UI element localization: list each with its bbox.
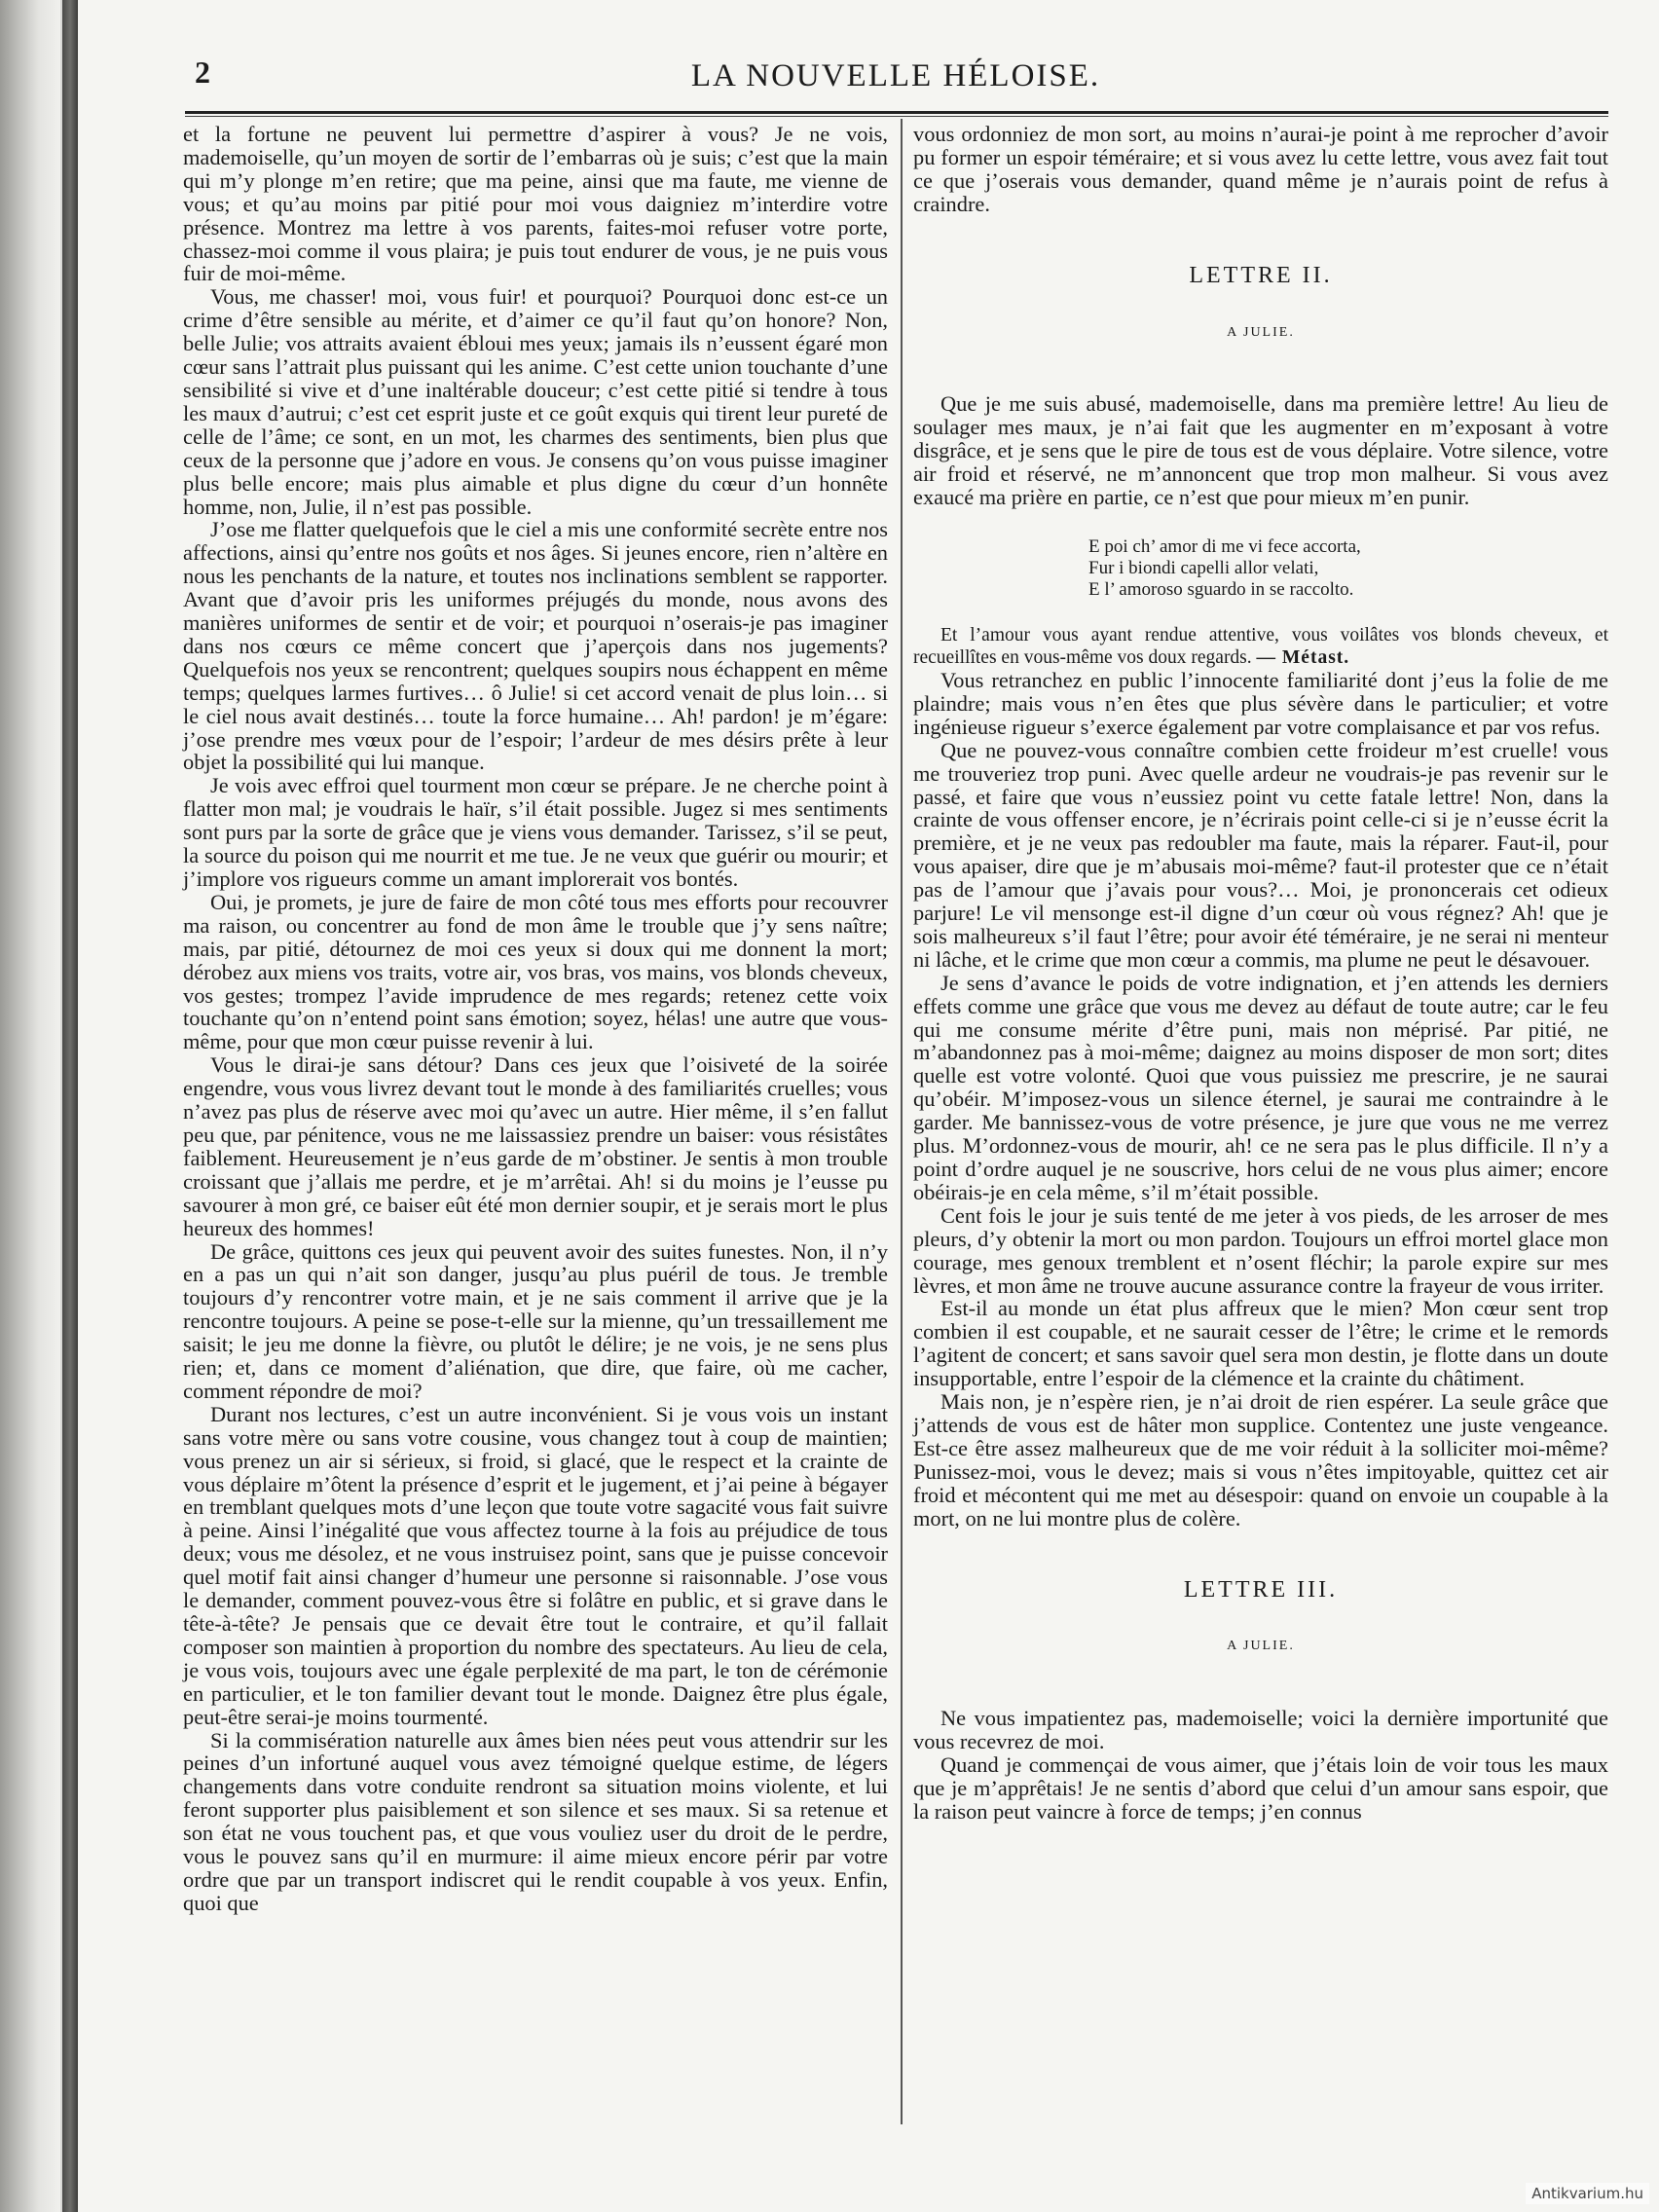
header-rule <box>185 111 1608 117</box>
paragraph: Que ne pouvez-vous connaître combien cette froideur m’est cruelle! vous me trouveriez trop puni. Avec quelle ardeur ne voudrais-je pas revenir sur le passé, et faire que vous n’eussiez point vu cette fatale lettre! Non, dans la crainte de vous offenser encore, je n’écrirais point celle-ci si je n’eusse écrit la première, et je ne veux pas redoubler ma faute, mais la réparer. Faut-il, pour vous apaiser, dire que je m’abusais moi-même? faut-il protester que ce n’était pas de l’amour que j’avais pour vous?… Moi, je prononcerais cet odieux parjure! Le vil mensonge est-il digne d’un cœur où vous régnez? Ah! que je sois malheureux s’il faut l’être; pour avoir été téméraire, je ne serai ni menteur ni lâche, et le crime que mon cœur a commis, ma plume ne peut le désavouer. <box>913 737 1608 972</box>
running-title: LA NOUVELLE HÉLOISE. <box>690 58 1101 93</box>
paragraph: Je sens d’avance le poids de votre indignation, et j’en attends les derniers effets comme une grâce que vous me devez au défaut de toute autre; car le feu qui me consume mérite d’être puni, mais non méprisé. Par pitié, ne m’abandonnez pas à moi-même; daignez au moins disposer de mon sort; dites quelle est votre volonté. Quoi que vous puissiez me prescrire, je ne saurai qu’obéir. M’imposez-vous un silence éternel, je saurai me contraindre à le garder. Me bannissez-vous de votre présence, je jure que vous ne me verrez plus. M’ordonnez-vous de mourir, ah! ce ne sera pas le plus difficile. Il n’y a point d’ordre auquel je ne souscrive, hors celui de ne vous plus aimer; encore obéirais-je en cela même, s’il m’était possible. <box>913 970 1608 1204</box>
paragraph: Ne vous impatientez pas, mademoiselle; voici la dernière importunité que vous recevrez de moi. <box>913 1706 1608 1754</box>
letter-2-addressee: A JULIE. <box>1227 324 1295 340</box>
paragraph: J’ose me flatter quelquefois que le ciel a mis une conformité secrète entre nos affections, ainsi qu’entre nos goûts et nos âges. Si jeunes encore, rien n’altère en nous les penchants de la nature, et toutes nos inclinations semblent se rapporter. Avant que d’avoir pris les uniformes préjugés du monde, nous avons des manières uniformes de sentir et de voir; et pourquoi n’oserais-je pas imaginer dans nos cœurs ce même concert que j’aperçois dans nos jugements? Quelquefois nos yeux se rencontrent; quelques soupirs nous échappent en même temps; quelques larmes furtives… ô Julie! si cet accord venait de plus loin… si le ciel nous avait destinés… toute la force humaine… Ah! pardon! je m’égare: j’ose prendre mes vœux pour de l’espoir; l’ardeur de mes désirs prête à leur objet la possibilité qui lui manque. <box>183 517 888 775</box>
verse-translation <box>913 624 1608 669</box>
letter-3-title: LETTRE III. <box>1183 1576 1339 1603</box>
letter-2-title: LETTRE II. <box>1189 262 1333 288</box>
watermark: Antikvarium.hu <box>1526 2183 1649 2204</box>
binding-strip <box>62 0 78 2212</box>
paragraph: Oui, je promets, je jure de faire de mon côté tous mes efforts pour recouvrer ma raison, ou concentrer au fond de mon âme le trouble que j’y sens naître; mais, par pitié, détournez de moi ces yeux si doux qui me donnent la mort; dérobez aux miens vos traits, votre air, vos bras, vos mains, vos blonds cheveux, vos gestes; trompez l’avide imprudence de mes regards; retenez cette voix touchante qu’on n’entend point sans émotion; soyez, hélas! une autre que vous-même, pour que mon cœur puisse revenir à lui. <box>183 889 888 1054</box>
paragraph: Vous, me chasser! moi, vous fuir! et pourquoi? Pourquoi donc est-ce un crime d’être sensible au mérite, et d’aimer ce qu’il faut qu’on honore? Non, belle Julie; vos attraits avaient ébloui mes yeux; jamais ils n’eussent égaré mon cœur sans l’attrait plus puissant qui les anime. C’est cette union touchante d’une sensibilité si vive et d’une inaltérable douceur; c’est cette pitié si tendre à tous les maux d’autrui; c’est cet esprit juste et ce goût exquis qui tirent leur pureté de celle de l’âme; ce sont, en un mot, les charmes des sentiments, bien plus que ceux de la personne que j’adore en vous. Je consens qu’on vous puisse imaginer plus belle encore; mais plus aimable et plus digne du cœur d’un honnête homme, non, Julie, il n’est pas possible. <box>183 284 888 519</box>
paragraph: Que je me suis abusé, mademoiselle, dans ma première lettre! Au lieu de soulager mes maux, je n’ai fait que les augmenter en m’exposant à votre disgrâce, et je sens que le pire de tous est de vous déplaire. Votre silence, votre air froid et réservé, ne m’annoncent que trop mon malheur. Si vous avez exaucé ma prière en partie, ce n’est que pour mieux m’en punir. <box>913 391 1608 510</box>
verse-line: Fur i biondi capelli allor velati, <box>1088 557 1319 578</box>
page-number: 2 <box>195 55 210 90</box>
paragraph: De grâce, quittons ces jeux qui peuvent avoir des suites funestes. Non, il n’y en a pas un qui n’ait son danger, jusqu’au plus puéril de tous. Je tremble toujours d’y rencontrer votre main, et je ne sais comment il arrive que je la rencontre toujours. A peine se pose-t-elle sur la mienne, qu’un tressaillement me saisit; le jeu me donne la fièvre, ou plutôt le délire; je ne vois, je ne sens plus rien; et, dans ce moment d’aliénation, que dire, que faire, où me cacher, comment répondre de moi? <box>183 1238 888 1403</box>
paragraph: Si la commisération naturelle aux âmes bien nées peut vous attendrir sur les peines d’un infortuné auquel vous avez témoigné quelque estime, de légers changements dans votre conduite rendront sa situation moins violente, et lui feront supporter plus paisiblement et son silence et ses maux. Si sa retenue et son état ne vous touchent pas, et que vous vouliez user du droit de le perdre, vous le pouvez sans qu’il en murmure: il aime mieux encore périr par votre ordre que par un transport indiscret qui le rendit coupable à vos yeux. Enfin, quoi que <box>183 1727 888 1915</box>
translation-text: Et l’amour vous ayant rendue attentive, vous voilâtes vos blonds cheveux, et recueillîtes en vous-même vos doux regards. <box>913 624 1608 668</box>
paragraph: et la fortune ne peuvent lui permettre d’aspirer à vous? Je ne vois, mademoiselle, qu’un moyen de sortir de l’embarras où je suis; c’est que la main qui m’y plonge m’en retire; que ma peine, ainsi que ma faute, me vienne de vous; et qu’au moins par pitié pour moi vous daigniez m’interdire votre présence. Montrez ma lettre à vos parents, faites-moi refuser votre porte, chassez-moi comme il vous plaira; je puis tout endurer de vous, je ne puis vous fuir de moi-même. <box>183 122 888 286</box>
italian-verse <box>1088 536 1608 601</box>
right-column <box>913 123 1608 1824</box>
letter-3-addressee: A JULIE. <box>1227 1639 1295 1654</box>
verse-line: E poi ch’ amor di me vi fece accorta, <box>1088 535 1361 557</box>
paragraph: Cent fois le jour je suis tenté de me jeter à vos pieds, de les arroser de mes pleurs, d’y obtenir la mort ou mon pardon. Toujours un effroi mortel glace mon courage, mes genoux tremblent et n’osent fléchir; la parole expire sur mes lèvres, et mon âme ne trouve aucune assurance contre la frayeur de vous irriter. <box>913 1202 1608 1298</box>
paragraph: Vous le dirai-je sans détour? Dans ces jeux que l’oisiveté de la soirée engendre, vous vous livrez devant tout le monde à des familiarités cruelles; vous n’avez pas plus de réserve avec moi qu’avec un autre. Hier même, il s’en fallut peu que, par pénitence, vous ne me laissassiez prendre un baiser: vous résistâtes faiblement. Heureusement je n’eus garde de m’obstiner. Je sentis à mon trouble croissant que j’allais me perdre, et je m’arrêtai. Ah! si du moins je l’eusse pu savourer à mon gré, ce baiser eût été mon dernier soupir, et je serais mort le plus heureux des hommes! <box>183 1052 888 1240</box>
paragraph: vous ordonniez de mon sort, au moins n’aurai-je point à me reprocher d’avoir pu former un espoir téméraire; et si vous avez lu cette lettre, vous avez fait tout ce que j’oserais vous demander, quand même je n’aurais point de refus à craindre. <box>913 122 1608 216</box>
verse-line: E l’ amoroso sguardo in se raccolto. <box>1088 578 1354 600</box>
paragraph: Mais non, je n’espère rien, je n’ai droit de rien espérer. La seule grâce que j’attends de vous est de hâter mon supplice. Contentez une juste vengeance. Est-ce être assez malheureux que de me voir réduit à la solliciter moi-même? Punissez-moi, vous le devez; mais si vous n’êtes impitoyable, quittez cet air froid et mécontent qui me met au désespoir: quand on envoie un coupable à la mort, on ne lui montre plus de colère. <box>913 1389 1608 1530</box>
column-divider <box>901 119 903 2124</box>
paragraph: Quand je commençai de vous aimer, que j’étais loin de voir tous les maux que je m’apprêtais! Je ne sentis d’abord que celui d’un amour sans espoir, que la raison peut vaincre à force de temps; j’en connus <box>913 1752 1608 1824</box>
paragraph: Est-il au monde un état plus affreux que le mien? Mon cœur sent trop combien il est coupable, et ne saurait cesser de l’être; le crime et le remords l’agitent de concert; et sans savoir quel sera mon destin, je flotte dans un doute insupportable, entre l’espoir de la clémence et la crainte du châtiment. <box>913 1296 1608 1391</box>
book-binding-edge <box>0 0 60 2212</box>
paragraph: Durant nos lectures, c’est un autre inconvénient. Si je vous vois un instant sans votre mère ou sans votre cousine, vous changez tout à coup de maintien; vous prenez un air si sérieux, si froid, si glacé, que le respect et la crainte de vous déplaire m’ôtent la présence d’esprit et le jugement, et j’ai peine à bégayer en tremblant quelques mots d’une leçon que toute votre sagacité vous fait suivre à peine. Ainsi l’inégalité que vous affectez tourne à la fois au préjudice de tous deux; vous me désolez, et ne vous instruisez point, sans que je puisse concevoir quel motif fait ainsi changer d’humeur une personne si raisonnable. J’ose vous le demander, comment pouvez-vous être si folâtre en public, et si grave dans le tête-à-tête? Je pensais que ce devait être tout le contraire, et qu’il fallait composer son maintien à proportion du nombre des spectateurs. Au lieu de cela, je vous vois, toujours avec une égale perplexité de ma part, le ton de cérémonie en particulier, et le ton familier devant tout le monde. Daignez être plus égale, peut-être serai-je moins tourmenté. <box>183 1401 888 1729</box>
translation-attribution: — Métast. <box>1256 646 1350 668</box>
paragraph: Vous retranchez en public l’innocente familiarité dont j’eus la folie de me plaindre; mais vous n’en êtes que plus sévère dans le particulier; et votre ingénieuse rigueur s’exerce également par votre complaisance et par vos refus. <box>913 667 1608 739</box>
left-column <box>183 123 888 1915</box>
paragraph: Je vois avec effroi quel tourment mon cœur se prépare. Je ne cherche point à flatter mon mal; je voudrais le haïr, s’il était possible. Jugez si mes sentiments sont purs par la sorte de grâce que je viens vous demander. Tarissez, s’il se peut, la source du poison qui me nourrit et me tue. Je ne veux que guérir ou mourir; et j’implore vos rigueurs comme un amant implorerait vos bontés. <box>183 773 888 891</box>
